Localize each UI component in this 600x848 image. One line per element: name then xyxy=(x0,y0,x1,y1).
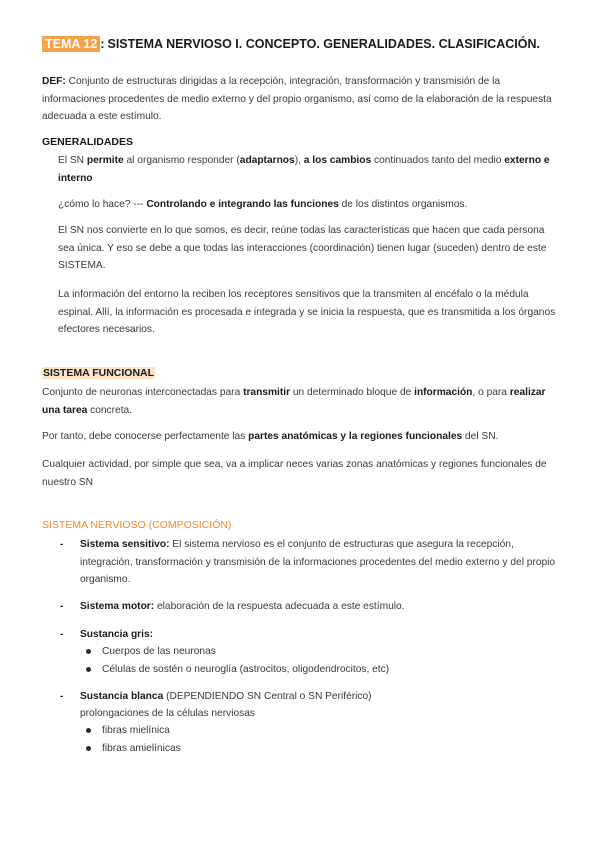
heading-composicion: SISTEMA NERVIOSO (COMPOSICIÓN) xyxy=(42,519,232,531)
blanca-subtext: prolongaciones de la células nerviosas xyxy=(80,708,255,719)
bold-run: partes anatómicas y la regiones funcionales xyxy=(248,431,463,442)
dash-marker: - xyxy=(60,601,64,612)
dash-marker: - xyxy=(60,539,64,550)
definition-label: DEF: xyxy=(42,76,66,87)
highlighted-heading: SISTEMA FUNCIONAL xyxy=(43,367,155,379)
item-label: Sistema sensitivo: xyxy=(80,539,170,550)
list-item xyxy=(98,740,181,758)
generalidades-p3: El SN nos convierte en lo que somos, es decir, reúne todas las características que hacen que cada persona sea única. Y eso se debe a que todas las interacciones (coordinación) tienen lugar (suceden) dentro de este SISTEMA. xyxy=(58,225,547,271)
text-run: El SN xyxy=(58,155,87,166)
item-label: Sustancia blanca xyxy=(80,691,164,702)
funcional-p2 xyxy=(42,428,558,446)
text-run: al organismo responder ( xyxy=(123,155,240,166)
item-label: Sustancia gris: xyxy=(80,629,154,640)
list-item-motor xyxy=(62,598,558,616)
text-run: ), xyxy=(294,155,304,166)
funcional-p1 xyxy=(42,384,558,419)
bullet-text: fibras mielínica xyxy=(102,725,170,736)
bullet-icon xyxy=(86,746,91,751)
bold-run: Controlando e integrando las funciones xyxy=(146,199,339,210)
item-label: Sistema motor: xyxy=(80,601,155,612)
item-text: elaboración de la respuesta adecuada a este estímulo. xyxy=(154,601,405,612)
gris-bullet-list xyxy=(98,643,389,678)
definition-text: Conjunto de estructuras dirigidas a la recepción, integración, transformación y transmisión de la informaciones procedentes de medio externo y del propio organismo, así como de la elaboración de la respuesta adecuada a este estímulo. xyxy=(42,76,552,122)
text-run: concreta. xyxy=(87,404,133,416)
list-item-sensitivo xyxy=(62,536,558,589)
text-run: , o para xyxy=(472,387,510,398)
blanca-bullet-list xyxy=(98,722,181,757)
list-item xyxy=(98,722,181,740)
bullet-text: fibras amielínicas xyxy=(102,742,181,754)
heading-generalidades: GENERALIDADES xyxy=(42,136,134,148)
generalidades-p1 xyxy=(58,152,558,187)
generalidades-p2 xyxy=(58,196,558,214)
list-item-sustancia-gris xyxy=(62,626,558,644)
list-item xyxy=(98,661,389,679)
item-text: (DEPENDIENDO SN Central o SN Periférico) xyxy=(163,691,372,702)
item-text: El sistema nervioso es el conjunto de estructuras que asegura la recepción, integración, transformación y transmisión de la informaciones procedentes del medio externo y del propio organismo. xyxy=(80,539,556,585)
list-item-sustancia-blanca xyxy=(62,688,558,706)
bold-run: realizar una tarea xyxy=(42,387,546,416)
topic-tag: TEMA 12 xyxy=(42,36,100,52)
title-text: SISTEMA NERVIOSO I. CONCEPTO. GENERALIDADES. CLASIFICACIÓN. xyxy=(107,37,540,51)
bullet-icon xyxy=(86,728,91,733)
text-run: Conjunto de neuronas interconectadas para xyxy=(42,387,244,398)
bullet-text: Células de sostén o neuroglía (astrocitos, oligodendrocitos, etc) xyxy=(102,663,390,675)
text-run: del SN. xyxy=(462,431,499,442)
bullet-icon xyxy=(86,667,91,672)
bold-run: adaptarnos xyxy=(239,155,295,166)
text-run: Por tanto, debe conocerse perfectamente las xyxy=(42,431,249,442)
heading-sistema-funcional xyxy=(42,367,155,379)
list-item xyxy=(98,643,389,661)
text-run: ¿cómo lo hace? --- xyxy=(58,199,147,210)
generalidades-p4: La información del entorno la reciben los receptores sensitivos que la transmiten al encéfalo o la médula espinal. Allí, la información es procesada e integrada y se inicia la respuesta, que es transmitida a los órganos efectores necesarios. xyxy=(58,289,556,335)
bold-run: información xyxy=(414,387,473,398)
dash-marker: - xyxy=(60,629,64,640)
bold-run: permite xyxy=(86,155,124,166)
text-run: un determinado bloque de xyxy=(290,387,415,398)
bullet-icon xyxy=(86,649,91,654)
page-title xyxy=(42,37,540,51)
text-run: continuados tanto del medio xyxy=(371,155,505,166)
bold-run: externo e interno xyxy=(58,155,550,184)
bullet-text: Cuerpos de las neuronas xyxy=(102,646,216,657)
funcional-p3: Cualquier actividad, por simple que sea, va a implicar neces varias zonas anatómicas y regiones funcionales de nuestro SN xyxy=(42,459,547,488)
bold-run: a los cambios xyxy=(303,155,372,166)
title-colon: : xyxy=(100,37,105,51)
dash-marker: - xyxy=(60,691,64,702)
definition xyxy=(42,73,558,126)
text-run: de los distintos organismos. xyxy=(338,199,468,210)
bold-run: transmitir xyxy=(243,387,291,398)
